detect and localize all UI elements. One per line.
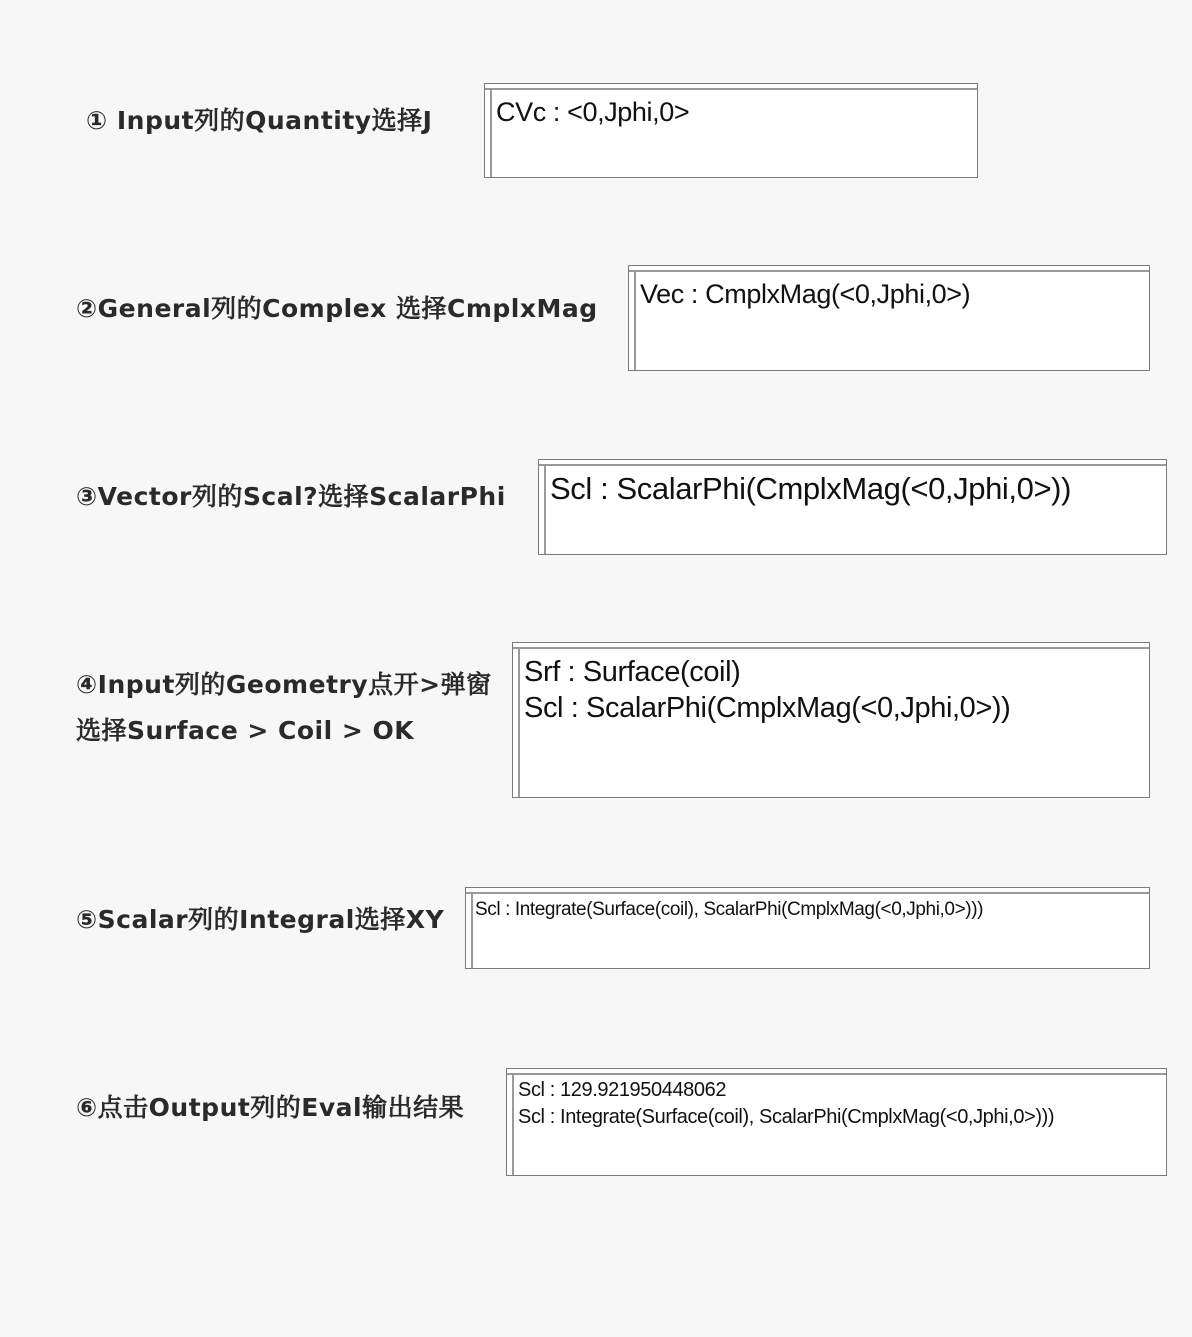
stack-entry: Srf : Surface(coil)	[524, 656, 741, 688]
stack-text	[550, 470, 1158, 508]
stack-text	[496, 95, 969, 129]
step-2-label-line: ②General列的Complex 选择CmplxMag	[76, 294, 598, 323]
stack-entry: Scl : ScalarPhi(CmplxMag(<0,Jphi,0>))	[550, 471, 1071, 506]
step-5-label	[76, 897, 461, 943]
step-6-label	[76, 1085, 496, 1131]
step-3-stack-display	[538, 459, 1167, 555]
stack-entry: Scl : Integrate(Surface(coil), ScalarPhi(CmplxMag(<0,Jphi,0>)))	[518, 1106, 1055, 1128]
stack-entry: Scl : 129.921950448062	[518, 1079, 727, 1101]
step-4-label-line-1: ④Input列的Geometry点开>弹窗	[76, 670, 492, 699]
step-5-stack-display	[465, 887, 1150, 969]
step-2-stack-display	[628, 265, 1150, 371]
stack-text	[640, 277, 1141, 311]
stack-text	[518, 1077, 1158, 1131]
stack-text	[524, 654, 1141, 726]
step-3-label-line: ③Vector列的Scal?选择ScalarPhi	[76, 482, 506, 511]
stack-entry: Scl : Integrate(Surface(coil), ScalarPhi(CmplxMag(<0,Jphi,0>)))	[475, 899, 984, 920]
step-1-label	[86, 98, 466, 144]
step-4-label	[76, 662, 506, 754]
step-4-label-line-2: 选择Surface > Coil > OK	[76, 716, 415, 745]
step-6-stack-display	[506, 1068, 1167, 1176]
step-4-stack-display	[512, 642, 1150, 798]
stack-entry: Vec : CmplxMag(<0,Jphi,0>)	[640, 279, 971, 309]
step-6-label-line: ⑥点击Output列的Eval输出结果	[76, 1093, 465, 1122]
step-1-stack-display	[484, 83, 978, 178]
stack-entry: CVc : <0,Jphi,0>	[496, 97, 690, 127]
step-1-label-line: ① Input列的Quantity选择J	[86, 106, 433, 135]
step-3-label	[76, 474, 526, 520]
stack-text	[475, 898, 1141, 922]
stack-entry: Scl : ScalarPhi(CmplxMag(<0,Jphi,0>))	[524, 692, 1011, 724]
step-2-label	[76, 286, 616, 332]
step-5-label-line: ⑤Scalar列的Integral选择XY	[76, 905, 445, 934]
